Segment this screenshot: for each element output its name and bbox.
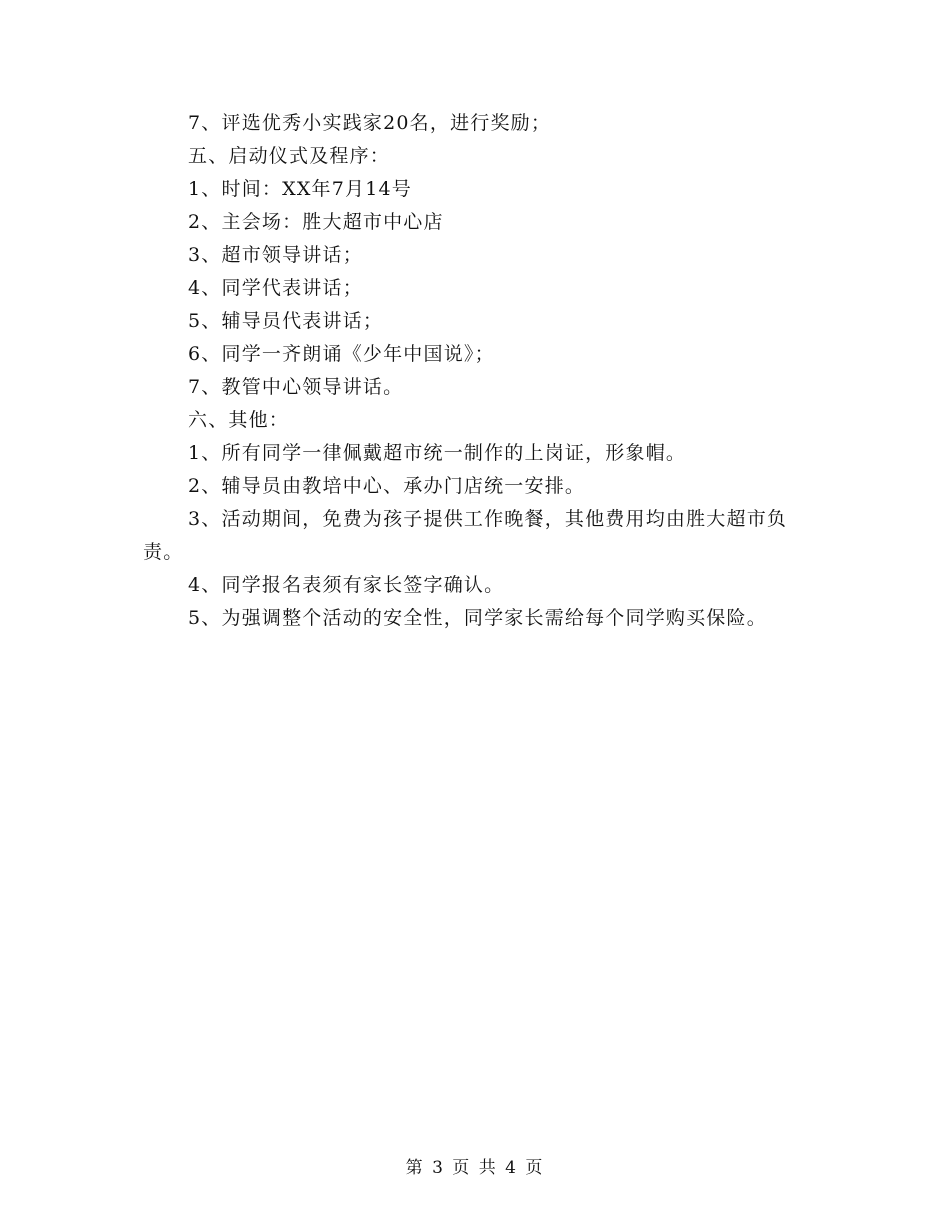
paragraph-leader-speech: 3、超市领导讲话； <box>188 244 363 266</box>
paragraph-meals: 3、活动期间，免费为孩子提供工作晚餐，其他费用均由胜大超市负责。 <box>143 508 788 563</box>
paragraph-insurance: 5、为强调整个活动的安全性，同学家长需给每个同学购买保险。 <box>188 607 767 629</box>
paragraph-badge: 1、所有同学一律佩戴超市统一制作的上岗证，形象帽。 <box>188 442 687 464</box>
paragraph-education-speech: 7、教管中心领导讲话。 <box>188 376 404 398</box>
page-number-footer: 第 3 页 共 4 页 <box>405 1158 545 1178</box>
document-body <box>143 107 813 635</box>
paragraph-award: 7、评选优秀小实践家20名，进行奖励； <box>188 112 552 134</box>
paragraph-counselor-speech: 5、辅导员代表讲话； <box>188 310 384 332</box>
paragraph-counselor-arrangement: 2、辅导员由教培中心、承办门店统一安排。 <box>188 475 586 497</box>
paragraph-venue: 2、主会场：胜大超市中心店 <box>188 211 444 233</box>
section-heading-ceremony: 五、启动仪式及程序： <box>188 145 391 167</box>
section-heading-other: 六、其他： <box>188 409 290 431</box>
paragraph-student-speech: 4、同学代表讲话； <box>188 277 363 299</box>
paragraph-registration: 4、同学报名表须有家长签字确认。 <box>188 574 505 596</box>
paragraph-recitation: 6、同学一齐朗诵《少年中国说》； <box>188 343 495 365</box>
paragraph-time: 1、时间：XX年7月14号 <box>188 178 413 200</box>
